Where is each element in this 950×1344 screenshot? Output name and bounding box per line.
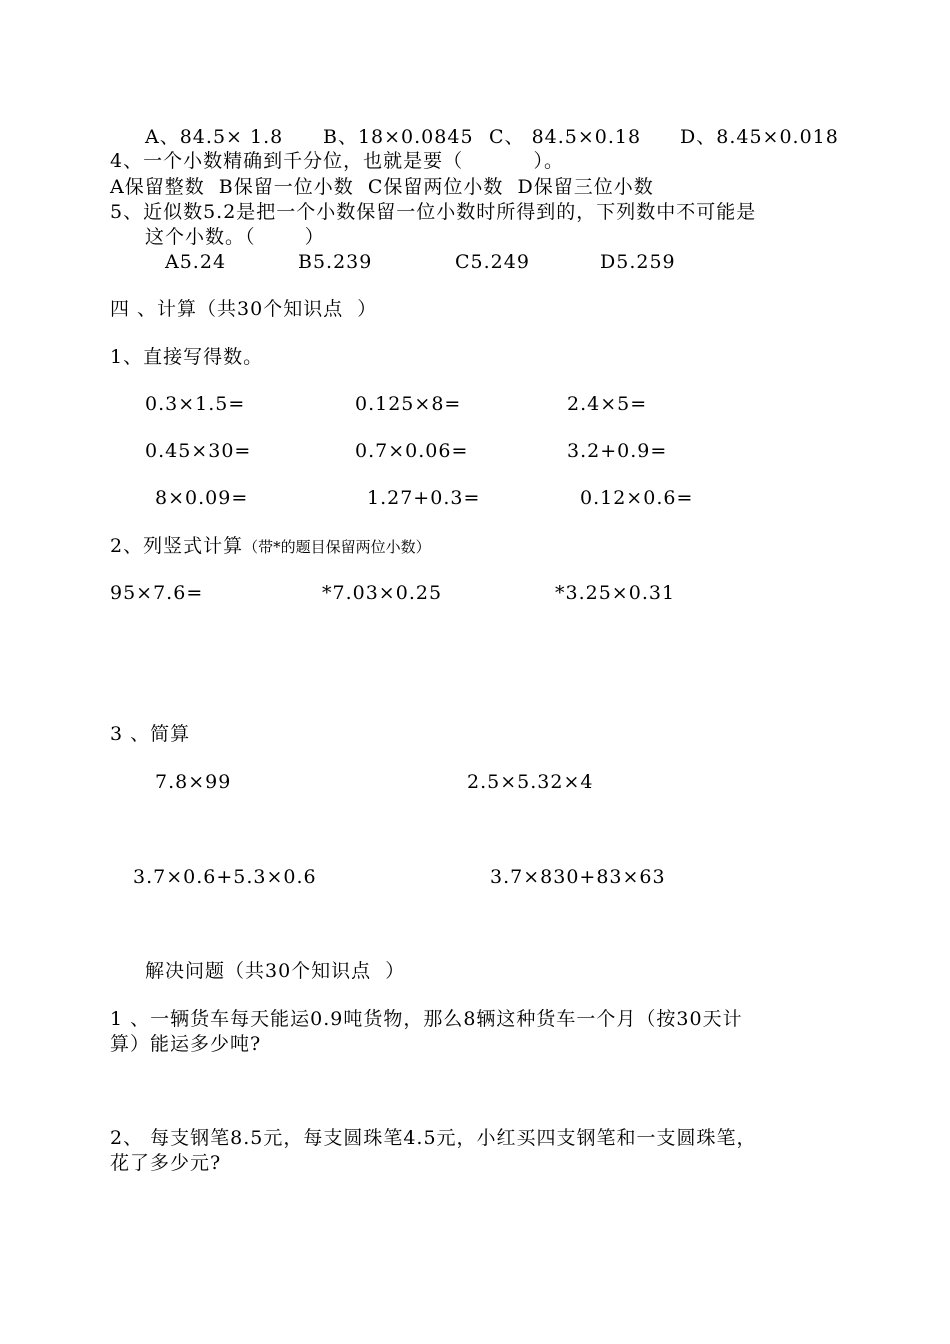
q5-question-line1: 5、近似数5.2是把一个小数保留一位小数时所得到的，下列数中不可能是 [110, 201, 757, 223]
section-5-title: 解决问题（共30个知识点 ） [145, 960, 406, 982]
part-3-title: 3 、简算 [110, 723, 191, 745]
problem-2-line2: 花了多少元? [110, 1152, 222, 1174]
part-2-note: （带*的题目保留两位小数） [243, 538, 431, 556]
q4-question: 4、一个小数精确到千分位，也就是要（ ）。 [110, 150, 564, 172]
mental-math-item: 2.4×5= [567, 393, 648, 415]
problem-2-line1: 2、 每支钢笔8.5元，每支圆珠笔4.5元，小红买四支钢笔和一支圆珠笔， [110, 1127, 757, 1149]
simplify-item: 7.8×99 [155, 771, 232, 793]
mental-math-item: 0.45×30= [145, 440, 252, 462]
q5-option-b: B5.239 [298, 251, 373, 273]
vertical-calc-item: *3.25×0.31 [555, 582, 676, 604]
vertical-calc-item: 95×7.6= [110, 582, 204, 604]
problem-1-line1: 1 、一辆货车每天能运0.9吨货物，那么8辆这种货车一个月（按30天计 [110, 1008, 743, 1030]
q3-option-d: D、8.45×0.018 [680, 126, 839, 148]
q5-option-c: C5.249 [455, 251, 530, 273]
simplify-item: 2.5×5.32×4 [467, 771, 594, 793]
mental-math-item: 0.12×0.6= [580, 487, 694, 509]
part-2-title: 2、列竖式计算 [110, 535, 244, 557]
mental-math-item: 0.3×1.5= [145, 393, 246, 415]
part-2-heading [110, 535, 431, 558]
mental-math-item: 8×0.09= [155, 487, 249, 509]
simplify-item: 3.7×0.6+5.3×0.6 [133, 866, 317, 888]
q4-options: A保留整数 B保留一位小数 C保留两位小数 D保留三位小数 [110, 176, 654, 198]
q5-option-a: A5.24 [165, 251, 227, 273]
q3-option-a: A、84.5× 1.8 [145, 126, 284, 148]
simplify-item: 3.7×830+83×63 [490, 866, 666, 888]
q5-option-d: D5.259 [600, 251, 676, 273]
mental-math-item: 3.2+0.9= [567, 440, 668, 462]
q3-option-c: C、 84.5×0.18 [489, 126, 642, 148]
problem-1-line2: 算）能运多少吨? [110, 1033, 262, 1055]
q5-question-line2: 这个小数。（ ） [145, 226, 325, 248]
mental-math-item: 0.7×0.06= [355, 440, 469, 462]
q3-option-b: B、18×0.0845 [323, 126, 474, 148]
vertical-calc-item: *7.03×0.25 [322, 582, 443, 604]
mental-math-item: 1.27+0.3= [367, 487, 481, 509]
part-1-title: 1、直接写得数。 [110, 346, 264, 368]
mental-math-item: 0.125×8= [355, 393, 462, 415]
section-4-title: 四 、计算（共30个知识点 ） [110, 298, 378, 320]
